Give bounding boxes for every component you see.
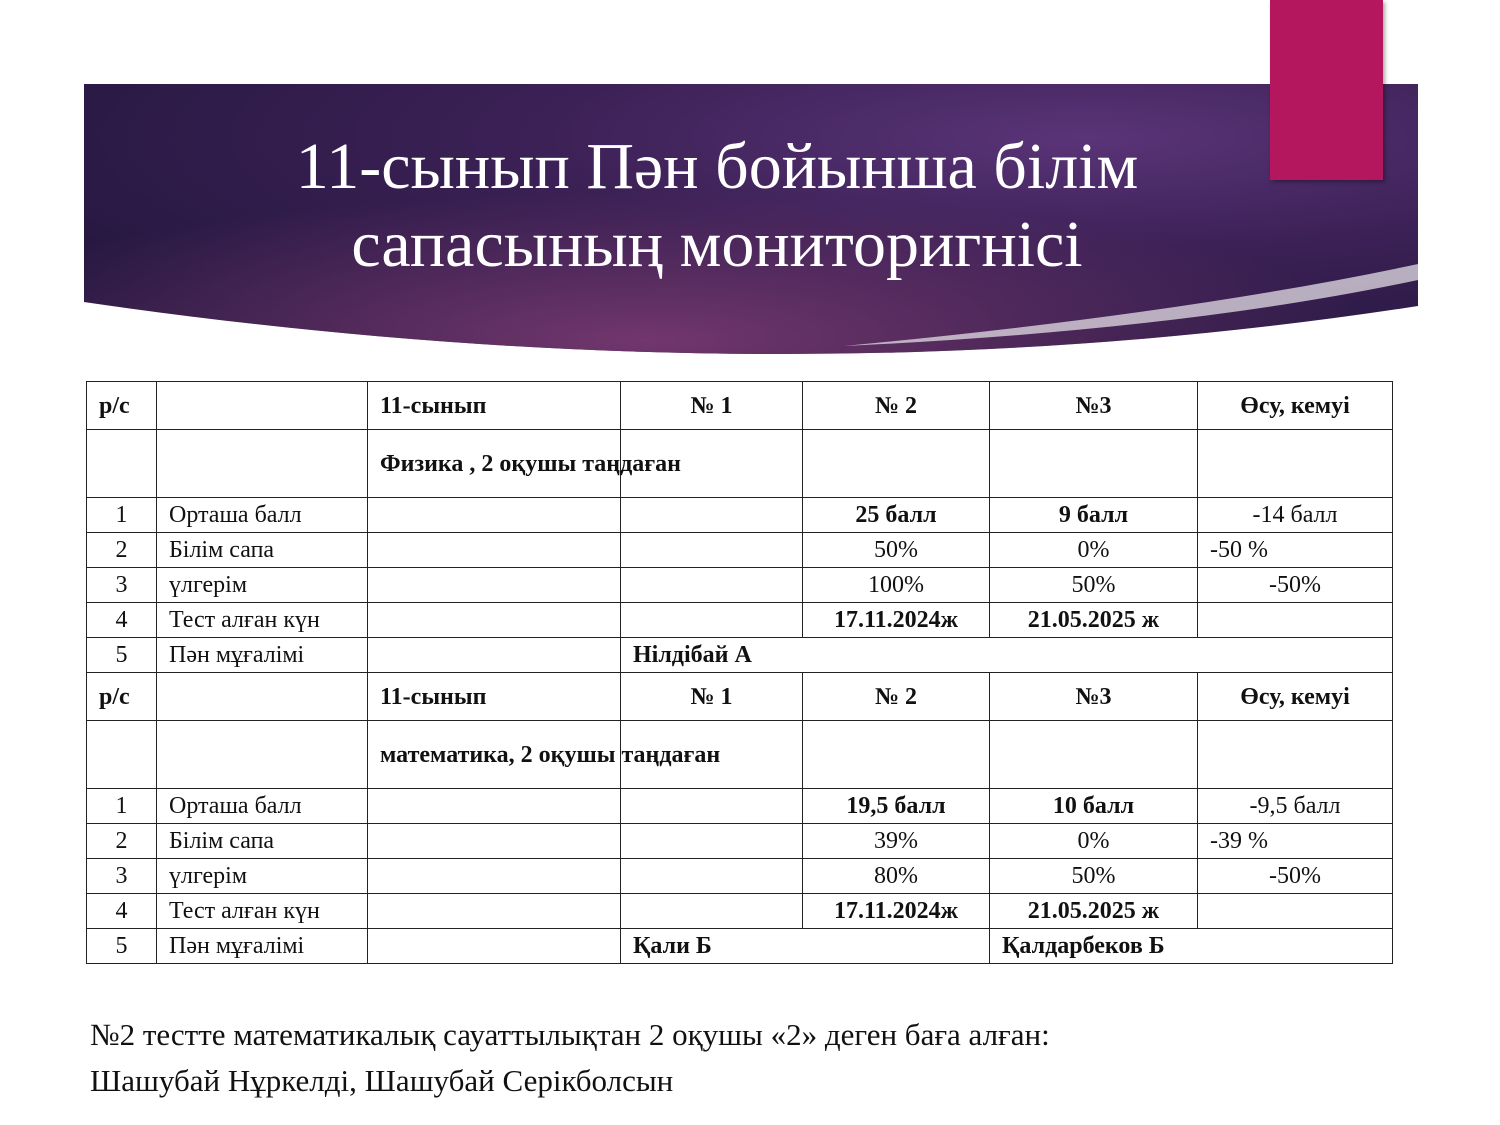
subject-cell: математика, 2 оқушы таңдаған (368, 721, 621, 789)
header-cell: р/с (87, 382, 157, 430)
footnote-line-2: Шашубай Нұркелді, Шашубай Серікболсын (90, 1063, 674, 1098)
header-cell: № 2 (803, 382, 990, 430)
header-cell: № 1 (621, 382, 803, 430)
header-cell (157, 673, 368, 721)
teacher-row: 5 Пән мұғалімі Қали Б Қалдарбеков Б (87, 929, 1393, 964)
table-row: 3 үлгерім 100% 50% -50% (87, 568, 1393, 603)
header-cell: 11-сынып (368, 382, 621, 430)
header-cell: №3 (990, 382, 1198, 430)
table-row: 2 Білім сапа 39% 0% -39 % (87, 824, 1393, 859)
header-cell: Өсу, кемуі (1198, 673, 1393, 721)
table-row: 2 Білім сапа 50% 0% -50 % (87, 533, 1393, 568)
header-cell: № 2 (803, 673, 990, 721)
footnote-line-1: №2 тестте математикалық сауаттылықтан 2 оқушы «2» деген баға алған: (90, 1017, 1050, 1052)
subject-row (87, 430, 1393, 498)
slide-title (84, 128, 1350, 284)
title-line-1: 11-сынып Пән бойынша білім (295, 130, 1139, 203)
table-header-row (87, 673, 1393, 721)
monitoring-table (86, 381, 1393, 964)
header-cell: р/с (87, 673, 157, 721)
header-cell: 11-сынып (368, 673, 621, 721)
teacher-name: Нілдібай А (621, 638, 1393, 673)
teacher-row: 5 Пән мұғалімі Нілдібай А (87, 638, 1393, 673)
title-line-2: сапасының мониторигнісі (351, 208, 1083, 281)
table-row: 4 Тест алған күн 17.11.2024ж 21.05.2025 ж (87, 603, 1393, 638)
subject-cell: Физика , 2 оқушы таңдаған (368, 430, 621, 498)
header-cell: Өсу, кемуі (1198, 382, 1393, 430)
table-row: 1 Орташа балл 25 балл 9 балл -14 балл (87, 498, 1393, 533)
table-header-row (87, 382, 1393, 430)
header-cell: № 1 (621, 673, 803, 721)
table-row: 1 Орташа балл 19,5 балл 10 балл -9,5 балл (87, 789, 1393, 824)
table-row: 4 Тест алған күн 17.11.2024ж 21.05.2025 ж (87, 894, 1393, 929)
footnote (90, 1012, 1470, 1104)
table-row: 3 үлгерім 80% 50% -50% (87, 859, 1393, 894)
header-cell (157, 382, 368, 430)
teacher-name: Қалдарбеков Б (990, 929, 1393, 964)
teacher-name: Қали Б (621, 929, 990, 964)
subject-row (87, 721, 1393, 789)
header-cell: №3 (990, 673, 1198, 721)
